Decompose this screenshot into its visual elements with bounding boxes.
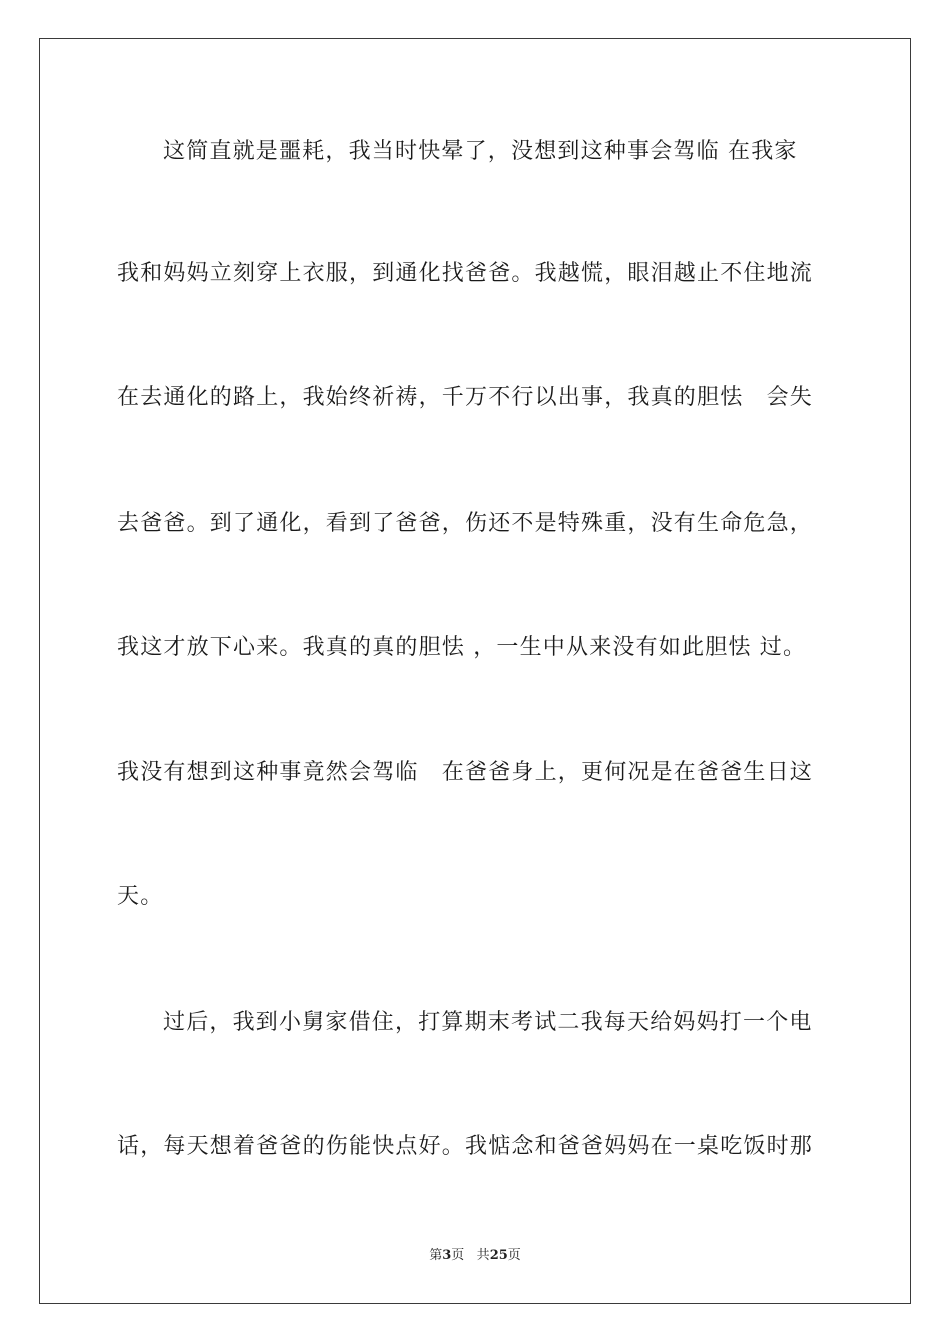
text-line-3: 在去通化的路上，我始终祈祷，千万不行以出事，我真的胆怯 会失 xyxy=(117,385,814,410)
text-line-1: 这简直就是噩耗，我当时快晕了，没想到这种事会驾临 在我家 xyxy=(163,139,798,164)
text-line-4: 去爸爸。到了通化，看到了爸爸，伤还不是特殊重，没有生命危急， xyxy=(117,511,814,536)
text-line-2: 我和妈妈立刻穿上衣服，到通化找爸爸。我越慌，眼泪越止不住地流 xyxy=(117,261,814,286)
page-prefix: 第 xyxy=(429,1248,443,1263)
page-total: 25 xyxy=(489,1248,508,1263)
page-unit: 页 xyxy=(451,1248,465,1263)
text-line-9: 话，每天想着爸爸的伤能快点好。我惦念和爸爸妈妈在一桌吃饭时那 xyxy=(117,1134,814,1159)
text-line-5: 我这才放下心来。我真的真的胆怯 ，一生中从来没有如此胆怯 过。 xyxy=(117,635,807,660)
total-prefix: 共 xyxy=(476,1248,490,1263)
text-line-6: 我没有想到这种事竟然会驾临 在爸爸身上，更何况是在爸爸生日这 xyxy=(117,760,814,785)
page-current: 3 xyxy=(442,1248,452,1263)
total-unit: 页 xyxy=(507,1248,521,1263)
text-line-8: 过后，我到小舅家借住，打算期末考试二我每天给妈妈打一个电 xyxy=(163,1010,813,1035)
page-footer xyxy=(0,1247,950,1265)
page-border xyxy=(39,38,911,1304)
text-line-7: 天。 xyxy=(117,884,164,909)
